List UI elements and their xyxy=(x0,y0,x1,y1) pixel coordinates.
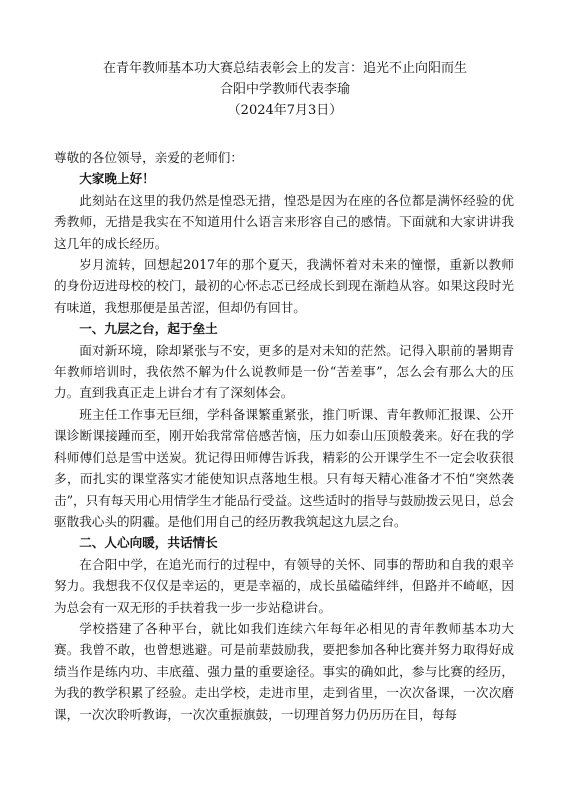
paragraph-3: 面对新环境，除却紧张与不安，更多的是对未知的茫然。记得入职前的暑期青年教师培训时，我依然不解为什么说教师是一份“苦差事”，怎么会有那么大的压力。直到我真正走上讲台才有了深刻体会。 xyxy=(54,342,514,401)
greeting: 大家晚上好！ xyxy=(79,171,155,187)
paragraph-4: 班主任工作事无巨细，学科备课繁重紧张，推门听课、青年教师汇报课、公开课诊断课接踵而至，刚开始我常常倍感苦恼，压力如泰山压顶般袭来。好在我的学科师傅们总是雪中送炭。犹记得田师傅告诉我，精彩的公开课学生不一定会收获很多，而扎实的课堂落实才能使知识点落地生根。只有每天精心准备才不怕“突然袭击”，只有每天用心用情学生才能品行受益。这些适时的指导与鼓励拨云见日，总会驱散我心头的阴霾。是他们用自己的经历教我筑起这九层之台。 xyxy=(54,406,514,529)
document-body xyxy=(54,147,514,725)
paragraph-5: 在合阳中学，在追光而行的过程中，有领导的关怀、同事的帮助和自我的艰辛努力。我想我不仅仅是幸运的，更是幸福的，成长虽磕磕绊绊，但路并不崎岖，因为总会有一双无形的手扶着我一步一步站稳讲台。 xyxy=(54,556,514,615)
section-heading-2: 二、人心向暖，共话情长 xyxy=(79,535,218,551)
document-header xyxy=(0,58,570,121)
salutation: 尊敬的各位领导，亲爱的老师们： xyxy=(54,150,243,165)
paragraph-1: 此刻站在这里的我仍然是惶恐无措，惶恐是因为在座的各位都是满怀经验的优秀教师，无措是我实在不知道用什么语言来形容自己的感情。下面就和大家讲讲我这几年的成长经历。 xyxy=(54,192,514,251)
paragraph-2: 岁月流转，回想起2017年的那个夏天，我满怀着对未来的憧憬，重新以教师的身份迈进母校的校门，最初的心怀忐忑已经成长到现在渐趋从容。如果这段时光有味道，我想那便是虽苦涩，但却仍有回甘。 xyxy=(54,257,514,315)
paragraph-6: 学校搭建了各种平台，就比如我们连续六年每年必相见的青年教师基本功大赛。我曾不敢，也曾想逃避。可是前辈鼓励我，要把参加各种比赛并努力取得好成绩当作是练内功、丰底蕴、强力量的重要途径。事实的确如此，参与比赛的经历，为我的教学积累了经验。走出学校，走进市里，走到省里，一次次备课，一次次磨课，一次次聆听教诲，一次次重振旗鼓，一切理首努力仍历历在目，每每 xyxy=(54,620,514,722)
speaker-line: 合阳中学教师代表李瑜 xyxy=(219,82,350,97)
section-heading-1: 一、九层之台，起于垒土 xyxy=(79,321,218,337)
date-line: （2024年7月3日） xyxy=(227,103,343,118)
document-title: 在青年教师基本功大赛总结表彰会上的发言：追光不止向阳而生 xyxy=(102,61,467,76)
